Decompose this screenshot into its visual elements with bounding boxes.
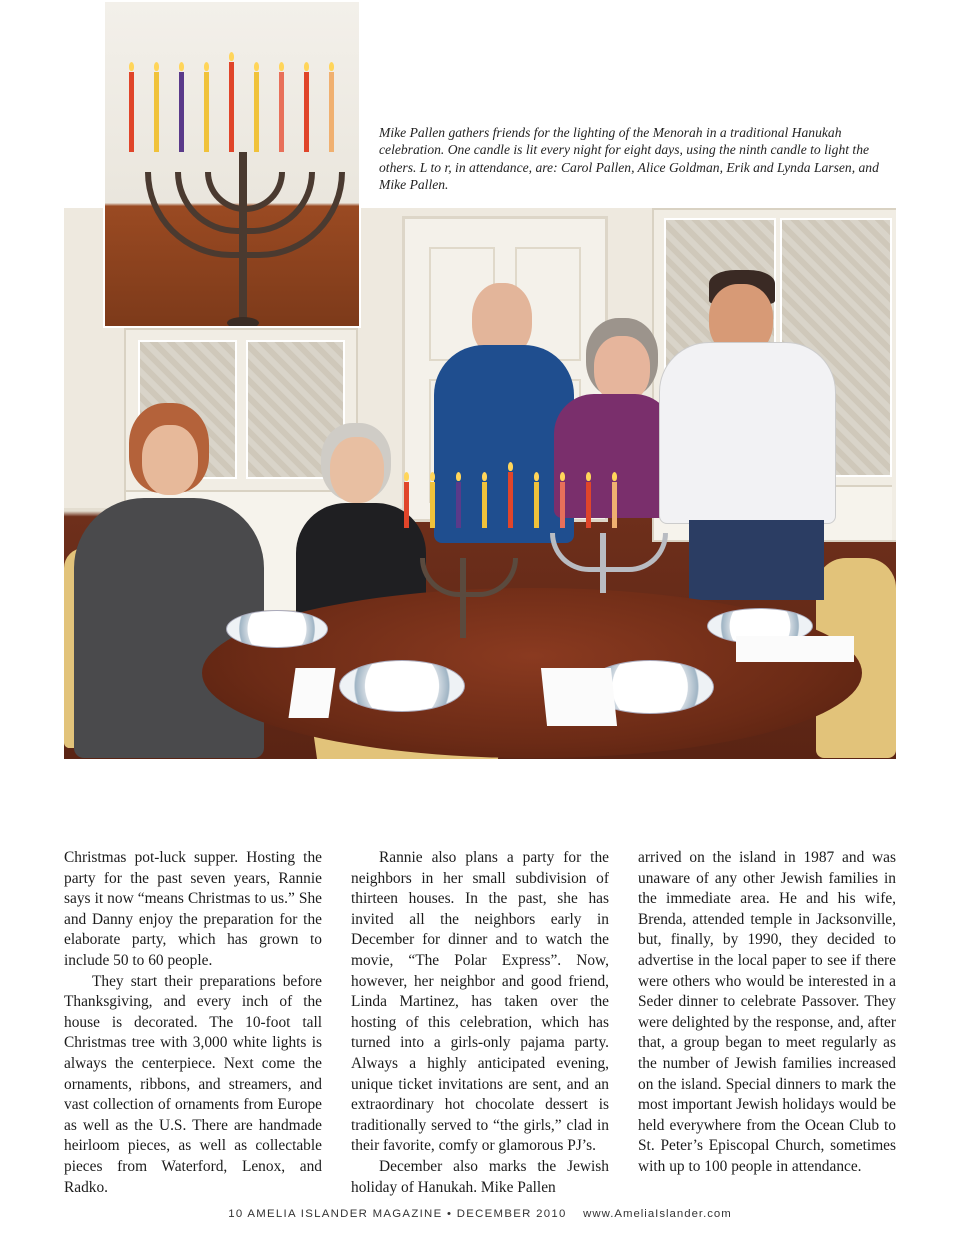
candle-flame (508, 462, 513, 471)
candle (482, 482, 487, 528)
person-mike-pallen (659, 270, 834, 600)
candle (229, 62, 234, 152)
candle (279, 72, 284, 152)
table-candles (404, 458, 664, 538)
candle (204, 72, 209, 152)
plate (226, 610, 328, 648)
footer-url[interactable]: www.AmeliaIslander.com (583, 1208, 732, 1220)
candle-flame (534, 472, 539, 481)
candle-flame (430, 472, 435, 481)
inset-candles (129, 42, 349, 182)
paragraph: Christmas pot-luck supper. Hosting the party for the past seven years, Rannie says it now “means Christmas to us.” She and Danny enjoy the preparation for the elaborate party, which has grown to include 50 to 60 people. (64, 849, 322, 969)
menorah-bronze (414, 528, 514, 638)
candle-flame (229, 52, 234, 61)
inset-menorah-photo (103, 0, 361, 328)
footer-folio: 10 AMELIA ISLANDER MAGAZINE • DECEMBER 2010 (228, 1208, 567, 1220)
candle-flame (129, 62, 134, 71)
article-column-1 (64, 848, 322, 1198)
photo-caption: Mike Pallen gathers friends for the lighting of the Menorah in a traditional Hanukah celebration. One candle is lit every night for eight days, using the ninth candle to light the others. L to r, in attendance, are: Carol Pallen, Alice Goldman, Erik and Lynda Larsen, and Mike Pallen. (379, 125, 879, 193)
candle (179, 72, 184, 152)
paragraph: arrived on the island in 1987 and was unaware of any other Jewish families in the immediate area. He and his wife, Brenda, attended temple in Jacksonville, but, finally, by 1990, they decided to advertise in the local paper to see if there were others who would be interested in a Seder dinner to celebrate Passover. They were delighted by the response, and, after that, a group began to meet regularly as the number of Jewish families increased on the island. Special dinners to mark the most important Jewish holidays would be held everywhere from the Ocean Club to St. Peter’s Episcopal Church, sometimes with up to 100 people in attendance. (638, 849, 896, 1175)
candle-flame (456, 472, 461, 481)
candle-flame (179, 62, 184, 71)
candle-flame (586, 472, 591, 481)
candle-flame (254, 62, 259, 71)
paragraph: December also marks the Jewish holiday of Hanukah. Mike Pallen (351, 1157, 609, 1196)
page-footer (0, 1208, 960, 1220)
candle-flame (204, 62, 209, 71)
candle (154, 72, 159, 152)
candle (329, 72, 334, 152)
candle (254, 72, 259, 152)
candle-flame (304, 62, 309, 71)
candle (456, 482, 461, 528)
candle (430, 482, 435, 528)
candle-flame (329, 62, 334, 71)
napkin (288, 668, 335, 718)
candle-flame (404, 472, 409, 481)
candle (612, 482, 617, 528)
candle-flame (482, 472, 487, 481)
candle (129, 72, 134, 152)
paragraph: Rannie also plans a party for the neighbors in her small subdivision of thirteen houses. In the past, she has invited all the neighbors early in December for dinner and to watch the movie, “The Polar Express”. Now, however, her neighbor and good friend, Linda Martinez, has taken over the hosting of this celebration, which has turned into a girls-only pajama party. Always a highly anticipated evening, unique ticket invitations are sent, and an extraordinary hot chocolate dessert is traditionally served to “the girls,” clad in their favorite, comfy or glamorous PJ’s. (351, 849, 609, 1155)
plate (339, 660, 465, 712)
candle-flame (560, 472, 565, 481)
candle-flame (279, 62, 284, 71)
napkin (541, 668, 617, 726)
candle (534, 482, 539, 528)
article-column-2 (351, 848, 609, 1198)
candle-flame (612, 472, 617, 481)
candle (508, 472, 513, 528)
napkin (736, 636, 854, 662)
paragraph: They start their preparations before Thanksgiving, and every inch of the house is decorated. The 10-foot tall Christmas tree with 3,000 white lights is always the centerpiece. Next come the ornaments, ribbons, and streamers, and vast collection of ornaments from Europe as well as the U.S. There are handmade heirloom pieces, as well as collectable pieces from Waterford, Lenox, and Radko. (64, 972, 322, 1196)
article-column-3 (638, 848, 896, 1178)
candle-flame (154, 62, 159, 71)
candle (304, 72, 309, 152)
candle (586, 482, 591, 528)
candle (560, 482, 565, 528)
candle (404, 482, 409, 528)
